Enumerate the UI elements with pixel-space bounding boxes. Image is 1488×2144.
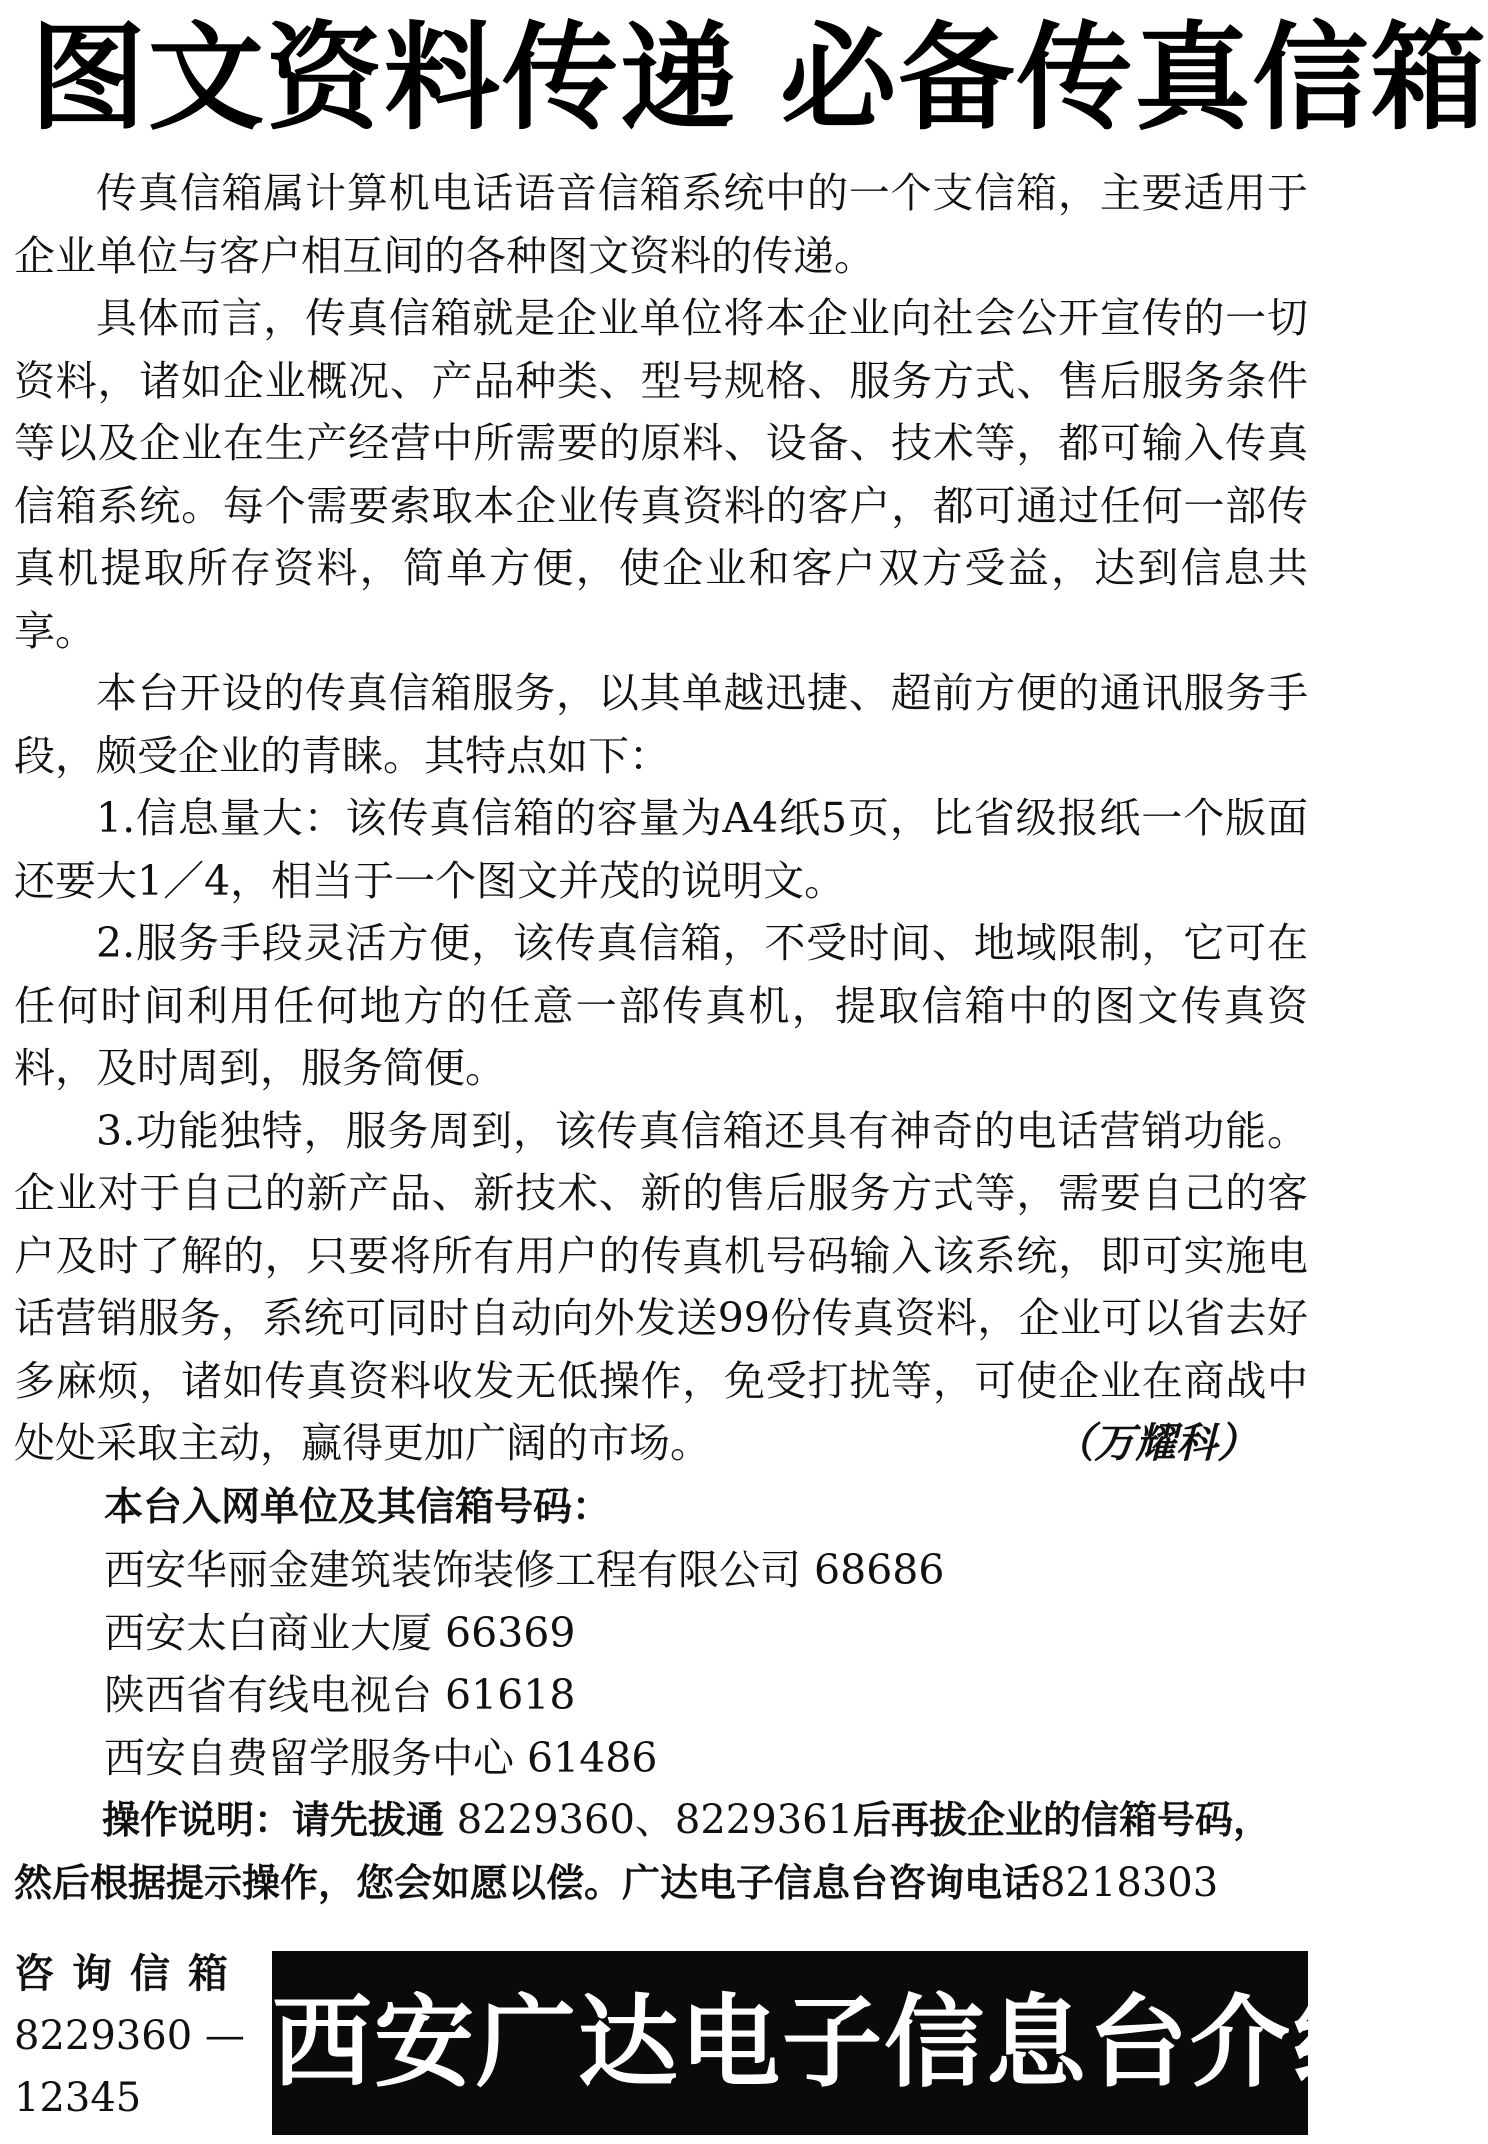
ops-label: 操作说明：: [102, 1798, 293, 1842]
member-box-number: 68686: [814, 1546, 945, 1594]
paragraph-details: 具体而言，传真信箱就是企业单位将本企业向社会公开宣传的一切资料，诸如企业概况、产品种类、型号规格、服务方式、售后服务条件等以及企业在生产经营中所需要的原料、设备、技术等，都可输入传真信箱系统。每个需要索取本企业传真资料的客户，都可通过任何一部传真机提取所存资料，简单方便，使企业和客户双方受益，达到信息共享。: [14, 294, 1308, 655]
bottom-section: [14, 1943, 1394, 2143]
paragraph-feature-2: 2.服务手段灵活方便，该传真信箱，不受时间、地域限制，它可在任何时间利用任何地方的任意一部传真机，提取信箱中的图文传真资料，及时周到，服务简便。: [14, 919, 1308, 1092]
member-row: [104, 1539, 1308, 1602]
ops-text-2: 后再拔企业的信箱号码，然后根据提示操作，您会如愿以偿。广达电子信息台咨询电话: [14, 1798, 1272, 1905]
member-row: [104, 1602, 1308, 1665]
member-box-number: 61486: [527, 1733, 658, 1782]
member-box-number: 66369: [445, 1608, 576, 1657]
contact-label: 咨询信箱: [14, 1951, 246, 1997]
contact-number-line-1: 8229360 —: [14, 2013, 245, 2059]
member-box-number: 61618: [445, 1671, 576, 1719]
contact-box: [14, 1943, 259, 2129]
ops-dial-numbers: 8229360、8229361: [444, 1797, 854, 1843]
operation-instructions: [14, 1789, 1308, 1914]
paragraph-intro: 传真信箱属计算机电话语音信箱系统中的一个支信箱，主要适用于企业单位与客户相互间的各种图文资料的传递。: [14, 169, 1308, 280]
member-name: 西安太白商业大厦: [104, 1608, 432, 1657]
member-row: [104, 1664, 1308, 1727]
paragraph-feature-3: [14, 1100, 1308, 1475]
ops-text-1: 请先拔通: [292, 1798, 445, 1842]
ops-phone: 8218303: [1040, 1859, 1219, 1906]
author-byline: （万耀科）: [1053, 1419, 1258, 1467]
member-name: 陕西省有线电视台: [104, 1671, 432, 1719]
paragraph-feature-1: 1.信息量大：该传真信箱的容量为A4纸5页，比省级报纸一个版面还要大1／4，相当于一个图文并茂的说明文。: [14, 794, 1308, 905]
feature-3-text: 3.功能独特，服务周到，该传真信箱还具有神奇的电话营销功能。企业对于自己的新产品、新技术、新的售后服务方式等，需要自己的客户及时了解的，只要将所有用户的传真机号码输入该系统，即可实施电话营销服务，系统可同时自动向外发送99份传真资料，企业可以省去好多麻烦，诸如传真资料收发无低操作，免受打扰等，可使企业在商战中处处采取主动，赢得更加广阔的市场。: [14, 1106, 1308, 1467]
member-row: [104, 1727, 1308, 1790]
member-list: [14, 1477, 1308, 1790]
headline: 图文资料传递 必备传真信箱: [30, 11, 1488, 146]
member-list-heading: 本台入网单位及其信箱号码：: [104, 1484, 612, 1530]
member-name: 西安自费留学服务中心: [104, 1733, 514, 1782]
article-body: [14, 162, 1308, 1475]
member-name: 西安华丽金建筑装饰装修工程有限公司: [104, 1546, 801, 1594]
contact-number-line-2: 12345: [14, 2075, 142, 2121]
station-banner: 西安广达电子信息台介绍: [272, 1951, 1308, 2135]
paragraph-features-intro: 本台开设的传真信箱服务，以其单越迅捷、超前方便的通讯服务手段，颇受企业的青睐。其特点如下：: [14, 669, 1308, 780]
